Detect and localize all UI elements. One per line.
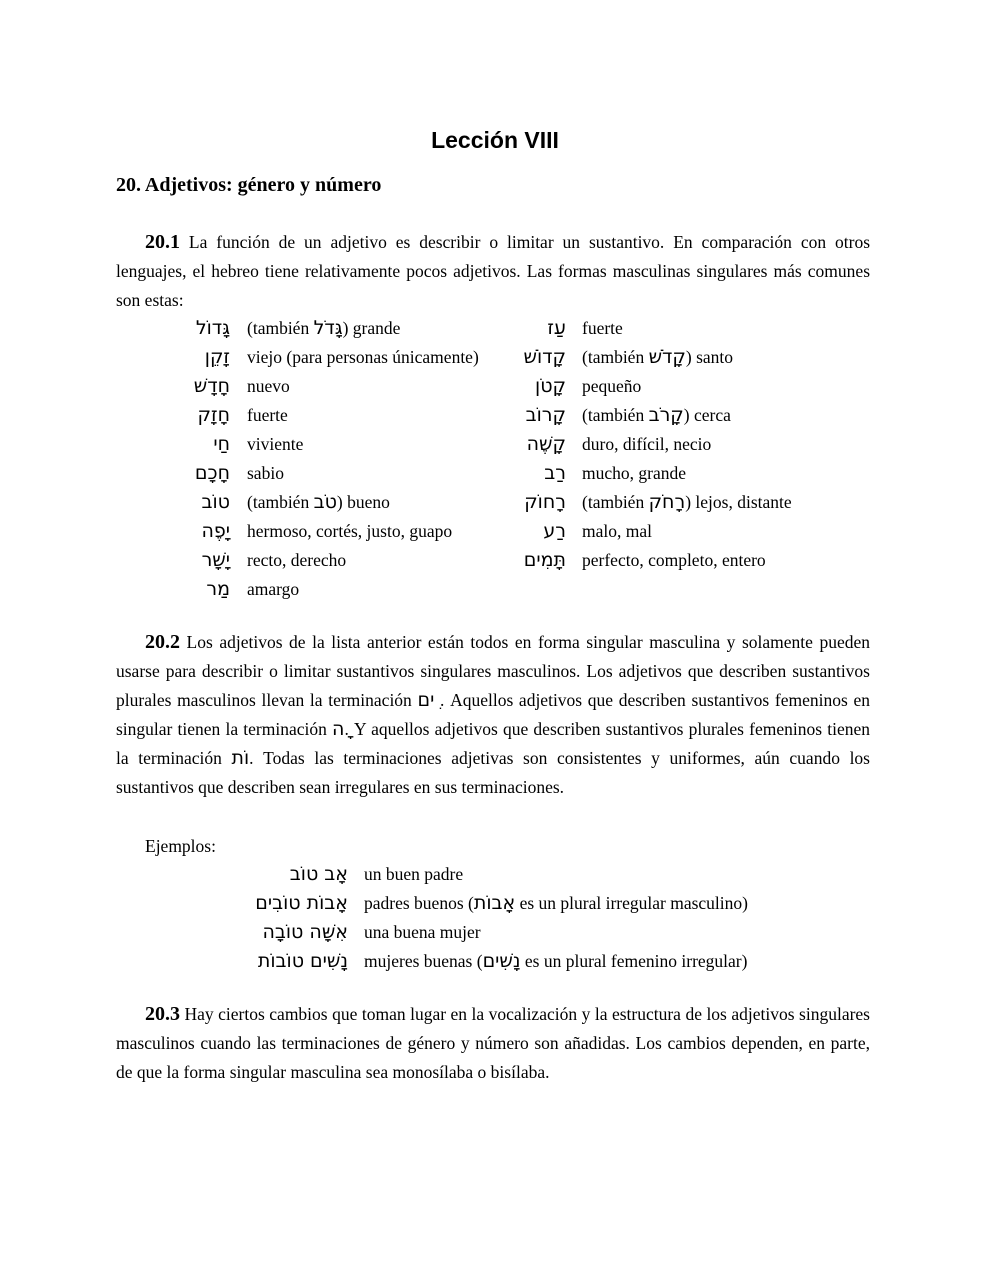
gloss xyxy=(247,372,290,401)
hebrew-variant: נָשִׁים xyxy=(482,950,521,972)
gloss-text: mucho, grande xyxy=(582,463,686,483)
gloss xyxy=(247,343,479,372)
vocab-row xyxy=(0,575,990,604)
gloss xyxy=(582,459,686,488)
paragraph-number: 20.1 xyxy=(145,231,180,253)
gloss-text: ) cerca xyxy=(683,405,731,425)
vocab-row xyxy=(0,488,990,517)
hebrew-word: חָכָם xyxy=(194,462,230,484)
gloss-text: (también xyxy=(247,492,314,512)
vocab-row xyxy=(0,401,990,430)
paragraph-text: Los adjetivos de la lista anterior están todos en forma singular masculina y solamente pueden usarse para describir o limitar sustantivos singulares masculinos. Los adjetivos que describen sustantivos plurales masculinos llevan la terminación xyxy=(116,632,870,710)
example-row xyxy=(0,918,990,947)
gloss xyxy=(247,401,288,430)
gloss-text: ) santo xyxy=(685,347,734,367)
gloss-text: es un plural irregular masculino) xyxy=(515,893,748,913)
paragraph-text: Hay ciertos cambios que toman lugar en la vocalización y la estructura de los adjetivos singulares masculinos cuando las terminaciones de género y número son añadidas. Los cambios dependen, en parte, de que la forma singular masculina sea monosílaba o bisílaba. xyxy=(116,1004,870,1082)
vocab-row xyxy=(0,546,990,575)
gloss xyxy=(582,401,731,430)
vocab-row xyxy=(0,459,990,488)
paragraph-text: . Todas las terminaciones adjetivas son consistentes y uniformes, aún cuando los sustantivos que describen sean irregulares en sus terminaciones. xyxy=(116,748,870,797)
hebrew-word: יָפֶה xyxy=(201,520,230,542)
gloss xyxy=(247,575,299,604)
hebrew-ending: ָה xyxy=(332,718,345,740)
gloss-text: viviente xyxy=(247,434,304,454)
hebrew-word: יָשָׁר xyxy=(201,549,230,571)
gloss-text: fuerte xyxy=(247,405,288,425)
paragraph-number: 20.2 xyxy=(145,631,180,653)
gloss-text: amargo xyxy=(247,579,300,599)
gloss-text: (también xyxy=(582,405,649,425)
gloss-text: ) bueno xyxy=(336,492,390,512)
gloss-text: hermoso, cortés, justo, guapo xyxy=(247,521,453,541)
gloss xyxy=(247,459,284,488)
hebrew-ending: ִים xyxy=(417,689,435,711)
gloss-text: nuevo xyxy=(247,376,290,396)
hebrew-word: זָקֵן xyxy=(204,346,230,368)
gloss-text: perfecto, completo, entero xyxy=(582,550,766,570)
hebrew-word: גָּדוֹל xyxy=(195,317,230,339)
gloss xyxy=(247,314,400,343)
hebrew-word: חָדָשׁ xyxy=(193,375,230,397)
gloss-text: (también xyxy=(582,347,649,367)
examples-label: Ejemplos: xyxy=(145,836,216,856)
hebrew-phrase: אָבוֹת טוֹבִים xyxy=(255,892,348,914)
gloss-text: duro, difícil, necio xyxy=(582,434,712,454)
example-row xyxy=(0,947,990,976)
hebrew-word: קָשֶׁה xyxy=(526,433,566,455)
hebrew-word: קָרוֹב xyxy=(525,404,566,426)
vocabulary-list xyxy=(0,314,990,604)
gloss xyxy=(582,372,641,401)
translation xyxy=(364,918,481,947)
hebrew-word: מַר xyxy=(206,578,230,600)
hebrew-word: רַע xyxy=(543,520,566,542)
gloss-text: un buen padre xyxy=(364,864,464,884)
translation xyxy=(364,860,463,889)
gloss xyxy=(247,430,303,459)
gloss-text: ) grande xyxy=(342,318,401,338)
vocab-row xyxy=(0,517,990,546)
hebrew-word: חָזָק xyxy=(197,404,230,426)
gloss-text: mujeres buenas ( xyxy=(364,951,483,971)
gloss-text: sabio xyxy=(247,463,284,483)
paragraph-20-1 xyxy=(116,228,870,315)
gloss-text: (también xyxy=(582,492,649,512)
gloss xyxy=(247,517,452,546)
hebrew-phrase: נָשִׁים טוֹבוֹת xyxy=(257,950,348,972)
paragraph-text: . Aquellos adjetivos que describen sustantivos femeninos en singular tienen la terminación xyxy=(116,690,871,739)
gloss xyxy=(582,488,792,517)
hebrew-word: קָדוֹשׁ xyxy=(523,346,566,368)
translation xyxy=(364,889,748,918)
lesson-title: Lección VIII xyxy=(431,127,559,153)
gloss-text: una buena mujer xyxy=(364,922,481,942)
hebrew-phrase: אָב טוֹב xyxy=(289,863,348,885)
gloss xyxy=(582,343,733,372)
hebrew-variant: קָדֹשׁ xyxy=(648,346,686,368)
paragraph-text: La función de un adjetivo es describir o limitar un sustantivo. En comparación con otros lenguajes, el hebreo tiene relativamente pocos adjetivos. Las formas masculinas singulares más comunes son estas: xyxy=(116,232,870,310)
hebrew-ending: וֹת xyxy=(231,747,250,769)
hebrew-word: רָחוֹק xyxy=(524,491,566,513)
hebrew-word: רַב xyxy=(544,462,566,484)
gloss xyxy=(582,546,766,575)
vocab-row xyxy=(0,430,990,459)
example-row xyxy=(0,860,990,889)
hebrew-variant: קָרֹב xyxy=(648,404,684,426)
gloss-text: padres buenos ( xyxy=(364,893,474,913)
hebrew-word: חַי xyxy=(213,433,230,455)
gloss xyxy=(582,517,652,546)
gloss-text: malo, mal xyxy=(582,521,652,541)
gloss-text: ) lejos, distante xyxy=(685,492,792,512)
translation xyxy=(364,947,747,976)
hebrew-word: תָּמִים xyxy=(523,549,566,571)
paragraph-20-3 xyxy=(116,1000,870,1087)
hebrew-word: קָטֹן xyxy=(535,375,566,397)
section-heading: 20. Adjetivos: género y número xyxy=(116,174,382,196)
gloss xyxy=(582,314,623,343)
vocab-row xyxy=(0,314,990,343)
vocab-row xyxy=(0,343,990,372)
hebrew-word: עַז xyxy=(547,317,566,339)
example-row xyxy=(0,889,990,918)
paragraph-20-2 xyxy=(116,628,870,802)
hebrew-variant: אָבוֹת xyxy=(473,892,516,914)
examples-list xyxy=(0,860,990,976)
hebrew-phrase: אִשָּׁה טוֹבָה xyxy=(262,921,348,943)
paragraph-text: . Y aquellos adjetivos que describen sustantivos plurales femeninos tienen la terminación xyxy=(116,719,870,768)
gloss xyxy=(582,430,711,459)
gloss-text: (también xyxy=(247,318,314,338)
gloss-text: viejo (para personas únicamente) xyxy=(247,347,479,367)
gloss-text: recto, derecho xyxy=(247,550,347,570)
hebrew-word: טוֹב xyxy=(201,491,230,513)
hebrew-variant: גָּדֹל xyxy=(313,317,343,339)
gloss-text: fuerte xyxy=(582,318,623,338)
paragraph-number: 20.3 xyxy=(145,1003,180,1025)
hebrew-variant: טֹב xyxy=(313,491,337,513)
gloss-text: pequeño xyxy=(582,376,642,396)
gloss xyxy=(247,546,346,575)
gloss-text: es un plural femenino irregular) xyxy=(520,951,748,971)
vocab-row xyxy=(0,372,990,401)
hebrew-variant: רָחֹק xyxy=(648,491,686,513)
gloss xyxy=(247,488,390,517)
